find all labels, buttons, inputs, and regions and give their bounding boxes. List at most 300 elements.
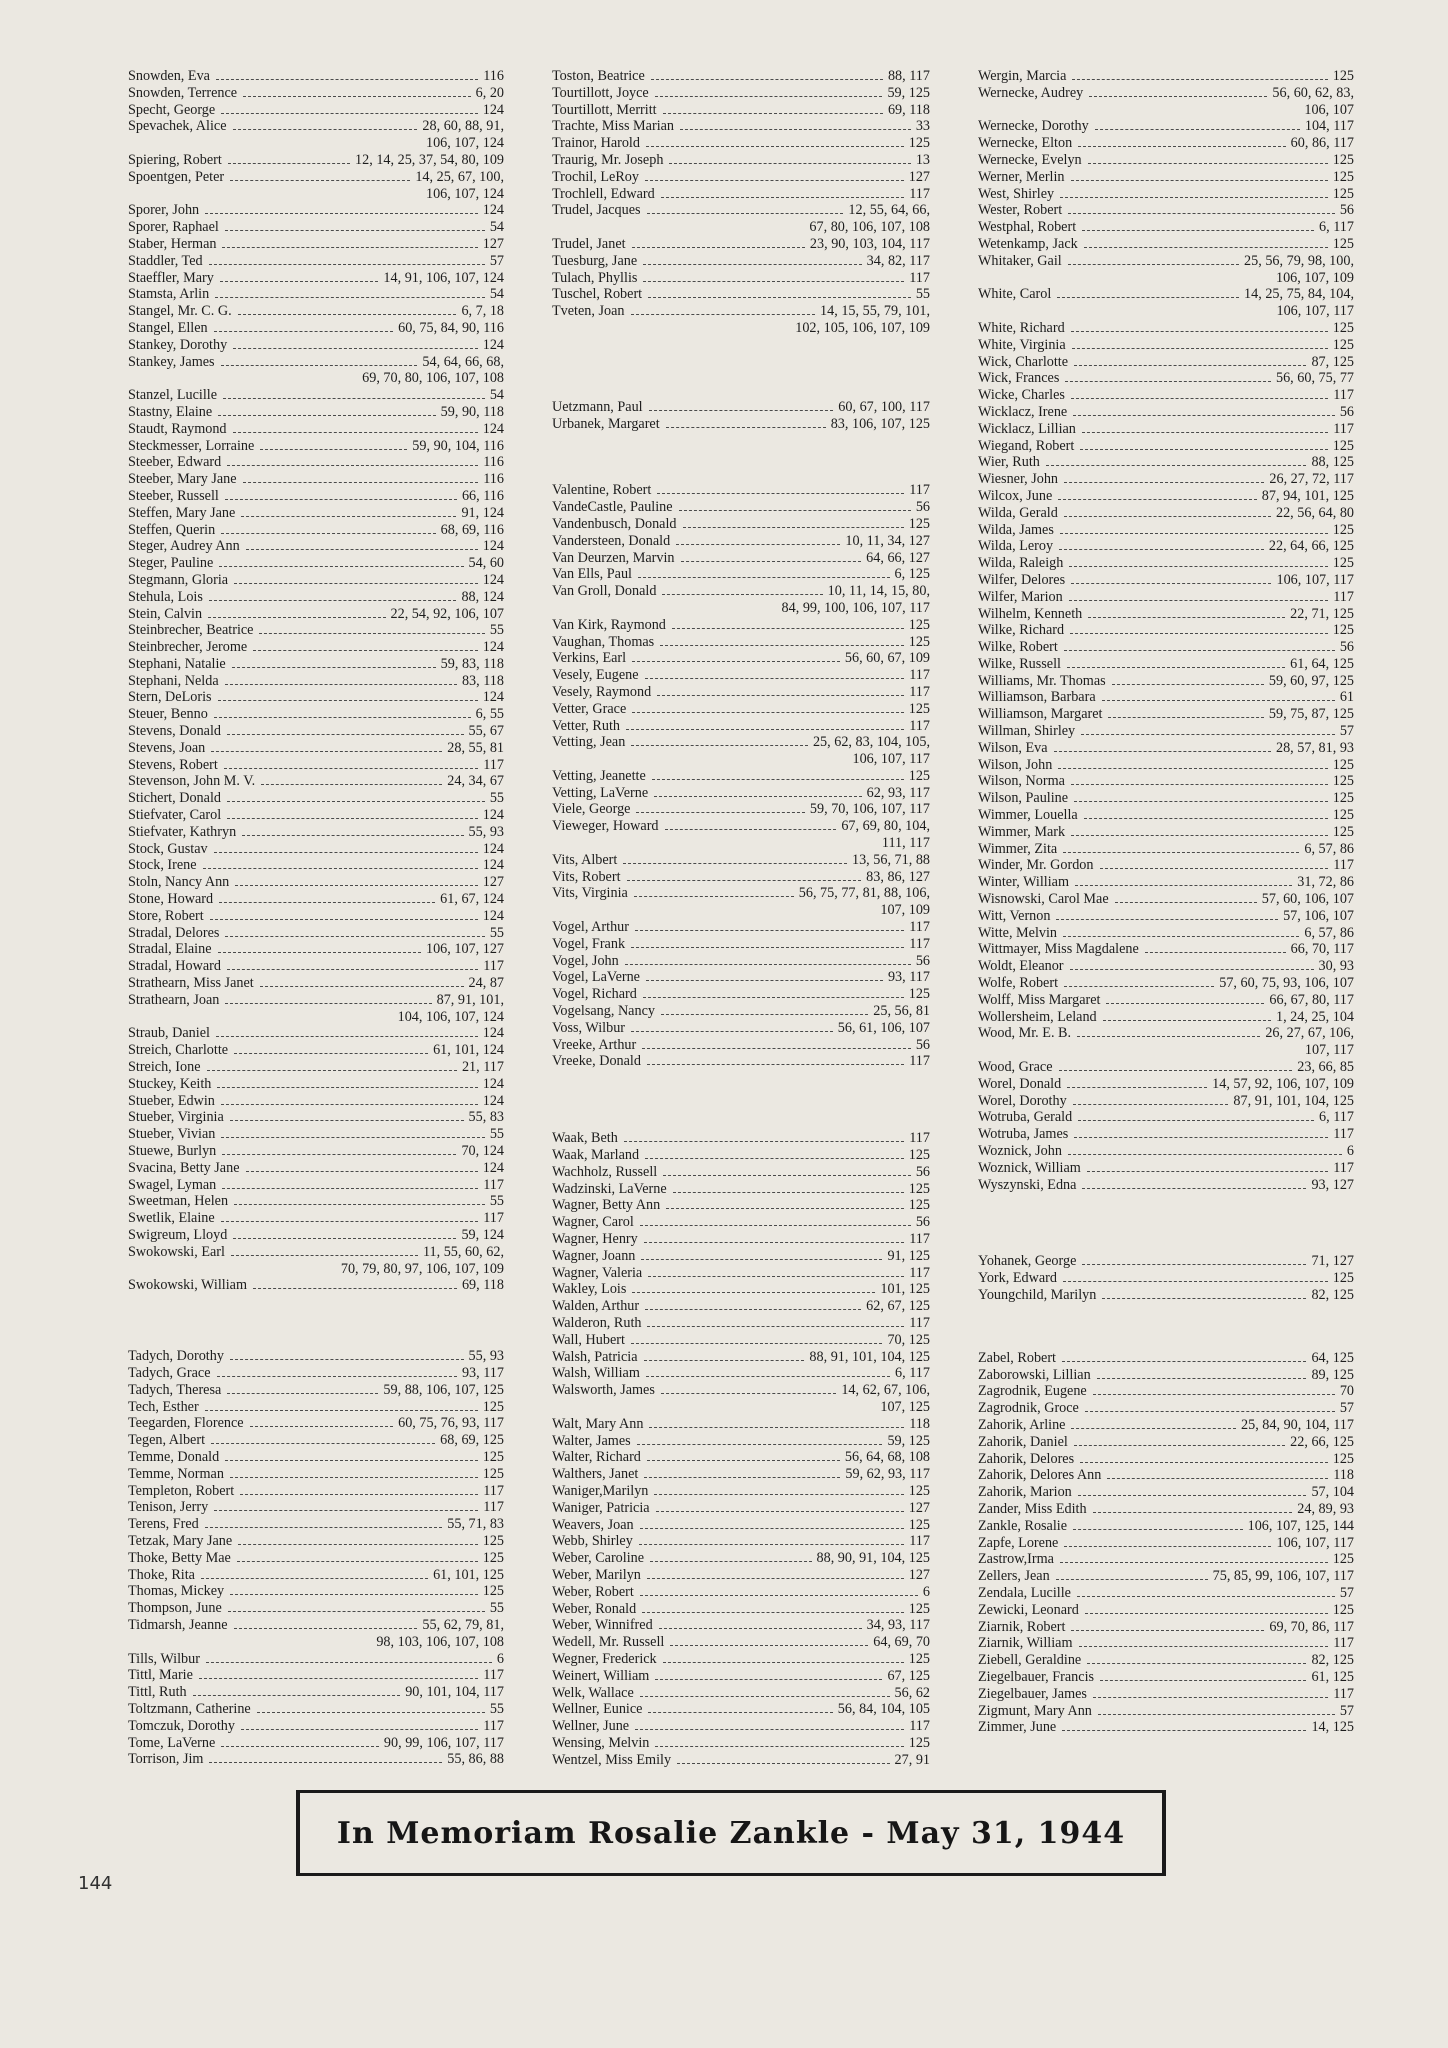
index-entry (552, 1752, 930, 1769)
dot-leader (1071, 784, 1328, 785)
index-entry (128, 538, 504, 555)
entry-name: Ziarnik, William (978, 1635, 1073, 1652)
entry-name: Sweetman, Helen (128, 1193, 229, 1210)
entry-pages: 91, 124 (461, 504, 504, 521)
entry-name: Zahorik, Marion (978, 1484, 1072, 1501)
dot-leader (243, 96, 471, 97)
entry-name: Wilke, Richard (978, 622, 1065, 639)
entry-name: Tenison, Jerry (128, 1499, 209, 1516)
index-entry (978, 1551, 1354, 1568)
index-entry (978, 740, 1354, 757)
entry-pages: 56, 84, 104, 105 (837, 1701, 930, 1718)
index-entry (978, 1367, 1354, 1384)
entry-pages: 125 (908, 700, 930, 717)
index-entry (128, 454, 504, 471)
index-entry (128, 1466, 504, 1483)
entry-pages: 93, 117 (461, 1364, 504, 1381)
entry-name: Templeton, Robert (128, 1482, 235, 1499)
dot-leader (1071, 331, 1328, 332)
entry-pages: 66, 67, 80, 117 (1269, 991, 1354, 1008)
index-entry (128, 169, 504, 203)
memorial-text: In Memoriam Rosalie Zankle - May 31, 1944 (336, 1815, 1126, 1851)
entry-pages: 55, 93 (468, 823, 504, 840)
entry-name: Stiefvater, Carol (128, 807, 222, 824)
entry-pages: 117 (483, 1717, 504, 1734)
index-entry (978, 1434, 1354, 1451)
dot-leader (1072, 79, 1327, 80)
index-entry (552, 785, 930, 802)
index-entry (552, 1567, 930, 1584)
dot-leader (1059, 549, 1264, 550)
entry-pages: 127 (908, 1566, 930, 1583)
dot-leader (639, 1544, 904, 1545)
entry-name: Vits, Robert (552, 868, 621, 885)
dot-leader (661, 197, 905, 198)
entry-pages: 56 (915, 952, 930, 969)
index-entry (128, 841, 504, 858)
dot-leader (1095, 129, 1300, 130)
dot-leader (1071, 583, 1271, 584)
entry-pages: 125 (1332, 68, 1354, 84)
entry-pages: 57 (1339, 1584, 1354, 1601)
entry-name: Wetenkamp, Jack (978, 235, 1078, 252)
entry-name: VandeCastle, Pauline (552, 499, 673, 516)
entry-pages: 10, 11, 34, 127 (845, 532, 930, 549)
index-entry (128, 706, 504, 723)
entry-pages: 90, 99, 106, 107, 117 (383, 1734, 504, 1751)
entry-name: Zankle, Rosalie (978, 1517, 1068, 1534)
entry-name: Staber, Herman (128, 235, 217, 252)
dot-leader (632, 712, 903, 713)
entry-pages: 22, 54, 92, 106, 107 (390, 605, 504, 622)
entry-name: Wilhelm, Kenneth (978, 605, 1083, 622)
entry-pages-continued: 70, 79, 80, 97, 106, 107, 109 (340, 1260, 504, 1277)
entry-pages-continued: 107, 125 (880, 1398, 930, 1415)
index-entry (978, 841, 1354, 858)
index-entry (128, 639, 504, 656)
entry-pages: 116 (483, 68, 504, 84)
index-entry (552, 550, 930, 567)
index-entry (978, 1287, 1354, 1304)
entry-pages: 70, 124 (461, 1143, 504, 1159)
index-entry (552, 583, 930, 617)
entry-name: Wellner, June (552, 1718, 630, 1735)
index-entry (552, 1500, 930, 1517)
dot-leader (1060, 197, 1328, 198)
entry-name: Winder, Mr. Gordon (978, 857, 1094, 874)
entry-name: Walthers, Janet (552, 1466, 639, 1483)
entry-pages: 22, 64, 66, 125 (1268, 538, 1354, 555)
dot-leader (225, 230, 485, 231)
index-entry (128, 925, 504, 942)
index-entry (552, 169, 930, 186)
index-entry (128, 1684, 504, 1701)
index-entry (978, 925, 1354, 942)
entry-pages: 83, 86, 127 (866, 868, 930, 885)
entry-name: Toston, Beatrice (552, 68, 645, 84)
entry-pages: 14, 15, 55, 79, 101, (820, 303, 930, 320)
index-entry (552, 986, 930, 1003)
dot-leader (240, 1494, 478, 1495)
entry-name: Wilson, Norma (978, 773, 1065, 790)
entry-name: Thomas, Mickey (128, 1583, 225, 1600)
dot-leader (1062, 1730, 1306, 1731)
entry-pages: 12, 14, 25, 37, 54, 80, 109 (355, 151, 504, 168)
index-entry (128, 1499, 504, 1516)
entry-name: Stevens, Robert (128, 756, 218, 773)
entry-name: Stiefvater, Kathryn (128, 823, 237, 840)
dot-leader (627, 880, 862, 881)
entry-name: Wilfer, Marion (978, 588, 1063, 605)
index-entry (978, 202, 1354, 219)
entry-pages: 125 (1332, 521, 1354, 538)
dot-leader (666, 427, 826, 428)
entry-name: Stanzel, Lucille (128, 387, 218, 404)
entry-pages: 117 (909, 1231, 930, 1248)
dot-leader (237, 1561, 478, 1562)
entry-name: Strathearn, Joan (128, 991, 220, 1008)
index-entry (128, 253, 504, 270)
entry-name: Tidmarsh, Jeanne (128, 1616, 228, 1633)
index-entry (552, 869, 930, 886)
entry-pages: 75, 85, 99, 106, 107, 117 (1212, 1568, 1354, 1585)
index-column-1 (128, 68, 504, 1768)
entry-name: Vreeke, Arthur (552, 1036, 637, 1053)
entry-name: Trudel, Janet (552, 235, 626, 252)
dot-leader (635, 1729, 904, 1730)
entry-pages: 6 (496, 1650, 504, 1667)
index-entry (128, 1160, 504, 1177)
entry-pages: 57, 60, 106, 107 (1261, 891, 1354, 908)
entry-pages: 10, 11, 14, 15, 80, (827, 583, 930, 600)
dot-leader (648, 1712, 832, 1713)
dot-leader (680, 129, 911, 130)
entry-name: Waak, Beth (552, 1130, 618, 1147)
entry-pages: 55, 93 (468, 1348, 504, 1365)
dot-leader (257, 1712, 485, 1713)
dot-leader (221, 365, 418, 366)
dot-leader (242, 835, 463, 836)
dot-leader (238, 1544, 478, 1545)
index-entry (128, 320, 504, 337)
index-entry (128, 1533, 504, 1550)
index-entry (552, 1130, 930, 1147)
index-entry (128, 1399, 504, 1416)
entry-pages: 125 (1332, 622, 1354, 639)
entry-name: Wilson, Pauline (978, 790, 1069, 807)
dot-leader (227, 801, 485, 802)
index-entry (128, 1348, 504, 1365)
dot-leader (659, 1628, 862, 1629)
entry-pages: 125 (908, 1516, 930, 1533)
entry-pages: 28, 60, 88, 91, (422, 118, 504, 135)
index-entry (552, 885, 930, 919)
index-entry (128, 1076, 504, 1093)
entry-name: Wilfer, Delores (978, 571, 1066, 588)
dot-leader (1077, 1036, 1260, 1037)
entry-name: Swigreum, Lloyd (128, 1226, 228, 1243)
dot-leader (227, 969, 478, 970)
entry-name: Walter, James (552, 1432, 631, 1449)
entry-pages: 55, 67 (468, 723, 504, 740)
index-entry (128, 790, 504, 807)
index-entry (552, 1281, 930, 1298)
dot-leader (216, 1036, 478, 1037)
index-entry (552, 768, 930, 785)
dot-leader (227, 734, 464, 735)
entry-name: Tittl, Ruth (128, 1684, 187, 1701)
entry-name: Vetter, Ruth (552, 717, 620, 734)
entry-name: Ziarnik, Robert (978, 1618, 1066, 1635)
dot-leader (209, 600, 457, 601)
entry-name: Stephani, Nelda (128, 672, 219, 689)
entry-pages: 118 (1333, 1467, 1354, 1484)
entry-name: Stueber, Vivian (128, 1126, 216, 1143)
index-entry (978, 606, 1354, 623)
entry-name: Stradal, Howard (128, 958, 221, 975)
entry-name: Wagner, Valeria (552, 1264, 643, 1281)
entry-pages: 125 (1332, 168, 1354, 185)
index-entry (128, 1751, 504, 1768)
dot-leader (643, 264, 862, 265)
entry-name: Winter, William (978, 874, 1070, 891)
index-entry (552, 1231, 930, 1248)
dot-leader (217, 1087, 477, 1088)
entry-pages: 117 (909, 1533, 930, 1550)
entry-pages: 90, 101, 104, 117 (405, 1684, 504, 1701)
dot-leader (1058, 499, 1256, 500)
dot-leader (1073, 1104, 1229, 1105)
index-entry (552, 516, 930, 533)
dot-leader (227, 465, 478, 466)
dot-leader (1103, 1020, 1271, 1021)
entry-pages: 117 (909, 667, 930, 684)
index-section (128, 68, 504, 1294)
entry-pages: 33 (915, 118, 930, 135)
index-entry (128, 1143, 504, 1160)
entry-pages-continued: 107, 109 (880, 902, 930, 919)
entry-pages: 34, 82, 117 (866, 252, 930, 269)
dot-leader (1078, 1495, 1307, 1496)
entry-pages: 88, 124 (461, 588, 504, 605)
index-entry (128, 471, 504, 488)
entry-pages: 6, 7, 18 (461, 303, 504, 320)
entry-pages: 116 (483, 471, 504, 488)
dot-leader (681, 561, 862, 562)
entry-name: Weber, Ronald (552, 1600, 637, 1617)
dot-leader (214, 331, 394, 332)
dot-leader (225, 1003, 431, 1004)
entry-name: Wagner, Joann (552, 1247, 636, 1264)
index-entry (128, 1415, 504, 1432)
dot-leader (677, 1763, 889, 1764)
entry-name: Staudt, Raymond (128, 420, 227, 437)
index-entry (128, 85, 504, 102)
entry-pages: 106, 107, 125, 144 (1247, 1517, 1354, 1534)
entry-pages: 124 (482, 857, 504, 874)
dot-leader (631, 314, 816, 315)
entry-pages: 89, 125 (1311, 1366, 1354, 1383)
entry-pages: 82, 125 (1311, 1652, 1354, 1669)
entry-name: Uetzmann, Paul (552, 398, 643, 415)
dot-leader (647, 1064, 904, 1065)
entry-name: Stuckey, Keith (128, 1075, 212, 1092)
entry-pages: 69, 70, 86, 117 (1269, 1618, 1354, 1635)
entry-name: Wittmayer, Miss Magdalene (978, 941, 1139, 958)
entry-name: Vreeke, Donald (552, 1053, 641, 1070)
entry-name: Stueber, Edwin (128, 1092, 215, 1109)
index-entry (978, 505, 1354, 522)
dot-leader (193, 1695, 401, 1696)
index-entry (978, 1635, 1354, 1652)
entry-name: Tulach, Phyllis (552, 269, 638, 286)
dot-leader (1085, 1613, 1328, 1614)
index-entry (552, 1718, 930, 1735)
dot-leader (670, 1645, 868, 1646)
entry-name: Zellers, Jean (978, 1568, 1050, 1585)
index-entry (128, 1432, 504, 1449)
index-entry (978, 488, 1354, 505)
dot-leader (1064, 516, 1271, 517)
entry-name: Waniger,Marilyn (552, 1482, 649, 1499)
index-entry (128, 1701, 504, 1718)
entry-name: Stock, Irene (128, 857, 197, 874)
entry-pages: 56 (1339, 639, 1354, 656)
dot-leader (253, 650, 478, 651)
entry-name: Witt, Vernon (978, 907, 1051, 924)
dot-leader (1070, 969, 1314, 970)
entry-pages: 59, 62, 93, 117 (845, 1466, 930, 1483)
index-entry (128, 857, 504, 874)
entry-pages: 117 (483, 1667, 504, 1684)
entry-name: Spoentgen, Peter (128, 168, 225, 185)
index-entry (978, 370, 1354, 387)
index-entry (552, 533, 930, 550)
dot-leader (246, 1171, 478, 1172)
dot-leader (1102, 1298, 1306, 1299)
index-entry (978, 538, 1354, 555)
dot-leader (216, 79, 478, 80)
entry-name: Walsh, William (552, 1365, 640, 1382)
entry-name: Werner, Merlin (978, 168, 1065, 185)
index-entry (552, 1634, 930, 1651)
entry-pages: 124 (482, 1159, 504, 1176)
entry-name: Stamsta, Arlin (128, 286, 210, 303)
entry-name: Wachholz, Russell (552, 1163, 658, 1180)
dot-leader (649, 410, 834, 411)
dot-leader (642, 1048, 911, 1049)
entry-name: Walsworth, James (552, 1382, 655, 1399)
index-entry (552, 1147, 930, 1164)
entry-pages: 12, 55, 64, 66, (848, 202, 930, 219)
entry-pages: 55, 62, 79, 81, (422, 1616, 504, 1633)
entry-pages: 93, 127 (1311, 1176, 1354, 1193)
dot-leader (1085, 1411, 1335, 1412)
entry-pages: 124 (482, 907, 504, 924)
entry-pages: 125 (1332, 823, 1354, 840)
entry-pages: 24, 89, 93 (1297, 1500, 1354, 1517)
index-entry (128, 488, 504, 505)
entry-name: Stangel, Mr. C. G. (128, 303, 232, 320)
index-entry (978, 656, 1354, 673)
index-entry (978, 152, 1354, 169)
entry-pages: 125 (908, 1180, 930, 1197)
entry-pages: 27, 91 (894, 1751, 930, 1768)
index-entry (978, 186, 1354, 203)
dot-leader (1084, 247, 1328, 248)
dot-leader (1060, 1562, 1328, 1563)
entry-pages: 117 (1333, 1685, 1354, 1702)
entry-name: Wilda, Gerald (978, 504, 1058, 521)
entry-pages: 117 (1333, 387, 1354, 404)
entry-name: Stradal, Elaine (128, 941, 212, 958)
entry-name: Swagel, Lyman (128, 1176, 217, 1193)
index-entry (978, 1686, 1354, 1703)
entry-pages: 127 (482, 235, 504, 252)
entry-pages: 61 (1339, 689, 1354, 706)
dot-leader (260, 986, 464, 987)
index-entry (552, 1685, 930, 1702)
index-entry (128, 807, 504, 824)
entry-name: Stevenson, John M. V. (128, 773, 256, 790)
entry-pages-continued: 107, 117 (1304, 1042, 1354, 1059)
entry-name: Zimmer, June (978, 1719, 1057, 1736)
index-entry (552, 1181, 930, 1198)
index-entry (128, 152, 504, 169)
entry-pages: 64, 69, 70 (873, 1634, 930, 1651)
dot-leader (222, 1154, 456, 1155)
dot-leader (655, 1746, 903, 1747)
entry-pages: 88, 90, 91, 104, 125 (816, 1550, 930, 1567)
entry-name: Worel, Dorothy (978, 1092, 1067, 1109)
index-entry (978, 1417, 1354, 1434)
dot-leader (1080, 1462, 1328, 1463)
entry-pages: 117 (909, 1315, 930, 1331)
index-entry (128, 1567, 504, 1584)
dot-leader (1068, 213, 1335, 214)
entry-name: Wedell, Mr. Russell (552, 1634, 665, 1651)
entry-name: Vogel, Richard (552, 986, 637, 1003)
entry-name: Waniger, Patricia (552, 1499, 650, 1516)
dot-leader (221, 1104, 478, 1105)
index-entry (552, 1003, 930, 1020)
index-entry (978, 1703, 1354, 1720)
index-entry (978, 1619, 1354, 1636)
entry-pages: 117 (909, 1718, 930, 1735)
entry-pages: 125 (1332, 1450, 1354, 1467)
index-entry (978, 958, 1354, 975)
dot-leader (631, 947, 904, 948)
entry-name: Zaborowski, Lillian (978, 1366, 1091, 1383)
entry-name: Snowden, Terrence (128, 84, 238, 101)
entry-name: Zagrodnik, Eugene (978, 1383, 1087, 1400)
index-entry (978, 1143, 1354, 1160)
entry-pages: 60, 86, 117 (1290, 135, 1354, 152)
index-entry (978, 337, 1354, 354)
entry-name: Walden, Arthur (552, 1298, 640, 1315)
entry-pages: 125 (1332, 1601, 1354, 1618)
entry-name: Wimmer, Mark (978, 823, 1066, 840)
index-entry (978, 908, 1354, 925)
dot-leader (221, 533, 435, 534)
entry-name: Tittl, Marie (128, 1667, 193, 1684)
entry-pages: 6, 125 (894, 566, 930, 583)
index-entry (128, 740, 504, 757)
entry-pages: 125 (908, 135, 930, 152)
index-entry (552, 1466, 930, 1483)
dot-leader (647, 213, 844, 214)
entry-pages-continued: 106, 107, 117 (1276, 303, 1354, 320)
